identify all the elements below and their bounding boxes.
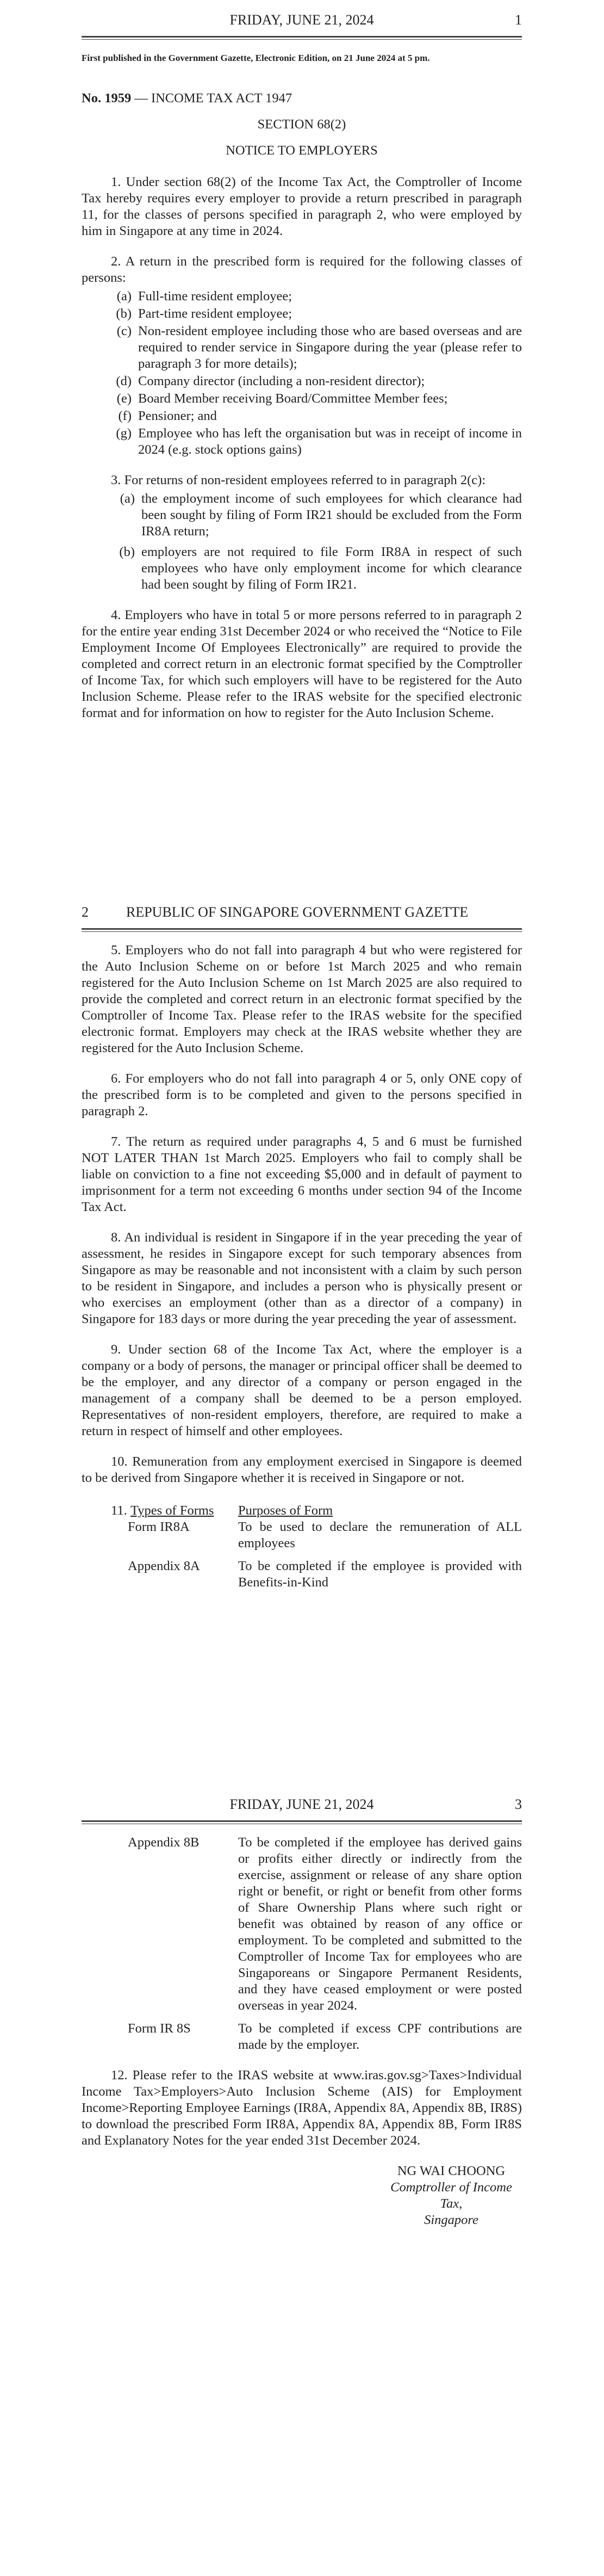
list-item-text: employers are not required to file Form IR8A in respect of such employees who have only employment income for which clearance had been sought by filing of Form IR21.	[141, 545, 522, 592]
header-rule	[82, 928, 522, 930]
page-content	[82, 1834, 522, 2228]
list-item	[82, 491, 522, 540]
paragraph-3-list	[82, 491, 522, 593]
signature-block	[82, 2163, 522, 2228]
column-header-purposes: Purposes of Form	[238, 1503, 333, 1518]
header-rule	[82, 1820, 522, 1822]
act-name: — INCOME TAX ACT 1947	[134, 91, 292, 106]
table-row	[82, 1519, 522, 1552]
page-content	[82, 942, 522, 1597]
paragraph-8: 8. An individual is resident in Singapore if in the year preceding the year of assessment, he resides in Singapore except for such temporary absences from Singapore as may be reasonable and not inconsistent with a claim by such person to be resident in Singapore, and includes a person who is physically present or who exercises an employment (other than as a director of a company) in Singapore for 183 days or more during the year preceding the year of assessment.	[82, 1230, 522, 1326]
table-row	[82, 1558, 522, 1591]
section-heading: SECTION 68(2)	[257, 117, 346, 132]
page-header	[82, 1796, 522, 1818]
list-item	[82, 425, 522, 458]
first-published-note: First published in the Government Gazette, Electronic Edition, on 21 June 2024 at 5 pm.	[82, 53, 430, 63]
list-item-text: Non-resident employee including those who are based overseas and are required to render service in Singapore during the year (please refer to paragraph 3 for more details);	[138, 324, 522, 371]
list-item	[82, 408, 522, 424]
list-item-label: (g)	[116, 426, 132, 441]
list-item-label: (b)	[119, 545, 135, 559]
header-rule	[82, 36, 522, 38]
paragraph-7: 7. The return as required under paragraphs 4, 5 and 6 must be furnished NOT LATER THAN 1st March 2025. Employers who fail to comply shall be liable on conviction to a fine not exceeding $5,000 and in default of payment to imprisonment for a term not exceeding 6 months under section 94 of the Income Tax Act.	[82, 1134, 522, 1214]
form-purpose: To be completed if the employee has derived gains or profits either directly or indirectly from the exercise, assignment or release of any share option right or benefit, or right or benefit from other forms of Share Ownership Plans where such right or benefit was obtained by reason of any office or employment. To be completed and submitted to the Comptroller of Income Tax for employees who are Singaporeans or Singapore Permanent Residents, and they have ceased employment or were posted overseas in year 2024.	[238, 1835, 522, 2013]
list-item-label: (b)	[116, 306, 132, 321]
signatory-title: Comptroller of Income Tax,	[390, 2180, 512, 2211]
list-item	[82, 306, 522, 322]
list-item-text: Full-time resident employee;	[138, 289, 292, 304]
form-purpose: To be used to declare the remuneration of ALL employees	[238, 1519, 522, 1550]
paragraph-2-list	[82, 288, 522, 458]
header-date: FRIDAY, JUNE 21, 2024	[229, 1796, 374, 1812]
paragraph-6: 6. For employers who do not fall into paragraph 4 or 5, only ONE copy of the prescribed form is to be completed and given to the persons specified in paragraph 2.	[82, 1071, 522, 1119]
notice-title: NOTICE TO EMPLOYERS	[226, 143, 378, 158]
signatory-name: NG WAI CHOONG	[397, 2164, 506, 2178]
paragraph-5: 5. Employers who do not fall into paragraph 4 but who were registered for the Auto Inclusion Scheme on or before 1st March 2025 and who remain registered for the Auto Inclusion Scheme on 1st March 2025 are also required to provide the completed and correct return in an electronic format specified by the Comptroller of Income Tax. Please refer to the IRAS website for the specified electronic format. Employers may check at the IRAS website whether they are registered for the Auto Inclusion Scheme.	[82, 943, 522, 1055]
paragraph-12: 12. Please refer to the IRAS website at www.iras.gov.sg>Taxes>Individual Income Tax>Employers>Auto Inclusion Scheme (AIS) for Employment Income>Reporting Employee Earnings (IR8A, Appendix 8A, Appendix 8B, IR8S) to download the prescribed Form IR8A, Appendix 8A, Appendix 8B, Form IR8S and Explanatory Notes for the year ended 31st December 2024.	[82, 2068, 522, 2148]
list-item-label: (d)	[116, 374, 132, 388]
list-item-label: (e)	[116, 391, 132, 406]
header-rule-thin	[82, 931, 522, 932]
page-number: 1	[515, 12, 522, 28]
signatory-place: Singapore	[424, 2213, 478, 2227]
paragraph-2: 2. A return in the prescribed form is required for the following classes of persons:	[82, 254, 522, 285]
header-title: REPUBLIC OF SINGAPORE GOVERNMENT GAZETTE	[126, 904, 469, 920]
form-name: Appendix 8A	[128, 1559, 200, 1573]
form-name: Form IR8A	[128, 1519, 190, 1534]
list-item-label: (a)	[116, 289, 132, 304]
forms-table-header	[82, 1503, 522, 1519]
page-content	[82, 50, 522, 736]
list-item-label: (a)	[120, 491, 135, 506]
notice-number: No. 1959	[82, 91, 132, 106]
page-header	[82, 12, 522, 34]
page-number: 2	[82, 904, 89, 920]
paragraph-11-number: 11.	[111, 1503, 127, 1518]
gazette-page-1	[0, 0, 604, 892]
list-item-text: Pensioner; and	[138, 409, 217, 423]
list-item-text: Part-time resident employee;	[138, 306, 292, 321]
form-name: Appendix 8B	[128, 1835, 200, 1850]
list-item	[82, 373, 522, 390]
page-header	[82, 904, 522, 926]
page-number: 3	[515, 1796, 522, 1812]
paragraph-3: 3. For returns of non-resident employees referred to in paragraph 2(c):	[111, 473, 486, 487]
gazette-page-3	[0, 1784, 604, 2576]
table-row	[82, 1834, 522, 2014]
header-date: FRIDAY, JUNE 21, 2024	[229, 12, 374, 28]
notice-heading	[82, 90, 522, 107]
list-item-text: the employment income of such employees for which clearance had been sought by filing of Form IR21 should be excluded from the Form IR8A return;	[141, 491, 522, 539]
form-name: Form IR 8S	[128, 2021, 191, 2036]
list-item-text: Board Member receiving Board/Committee Member fees;	[138, 391, 448, 406]
paragraph-9: 9. Under section 68 of the Income Tax Act, where the employer is a company or a body of persons, the manager or principal officer shall be deemed to be the employer, and any director of a company or person engaged in the management of a company shall be deemed to be a person employed. Representatives of non-resident employers, therefore, are required to make a return in respect of himself and other employees.	[82, 1342, 522, 1438]
list-item	[82, 391, 522, 407]
list-item-label: (c)	[116, 324, 132, 338]
form-purpose: To be completed if the employee is provided with Benefits-in-Kind	[238, 1559, 522, 1590]
gazette-page-2	[0, 892, 604, 1784]
form-purpose: To be completed if excess CPF contributions are made by the employer.	[238, 2021, 522, 2052]
list-item-text: Company director (including a non-resident director);	[138, 374, 425, 388]
paragraph-4: 4. Employers who have in total 5 or more persons referred to in paragraph 2 for the entire year ending 31st December 2024 or who received the “Notice to File Employment Income Of Employees Electronically” are required to provide the completed and correct return in an electronic format specified by the Comptroller of Income Tax, for which such employers will have to be registered for the Auto Inclusion Scheme. Please refer to the IRAS website for the specified electronic format and for information on how to register for the Auto Inclusion Scheme.	[82, 608, 522, 720]
header-rule-thin	[82, 39, 522, 40]
list-item	[82, 288, 522, 305]
list-item-text: Employee who has left the organisation but was in receipt of income in 2024 (e.g. stock options gains)	[138, 426, 522, 457]
paragraph-1: 1. Under section 68(2) of the Income Tax Act, the Comptroller of Income Tax hereby requires every employer to provide a return prescribed in paragraph 11, for the classes of persons specified in paragraph 2, who were employed by him in Singapore at any time in 2024.	[82, 175, 522, 238]
list-item-label: (f)	[118, 409, 132, 423]
list-item	[82, 323, 522, 372]
list-item	[82, 544, 522, 593]
table-row	[82, 2021, 522, 2053]
paragraph-10: 10. Remuneration from any employment exercised in Singapore is deemed to be derived from Singapore whether it is received in Singapore or not.	[82, 1454, 522, 1485]
column-header-types: Types of Forms	[130, 1503, 214, 1518]
